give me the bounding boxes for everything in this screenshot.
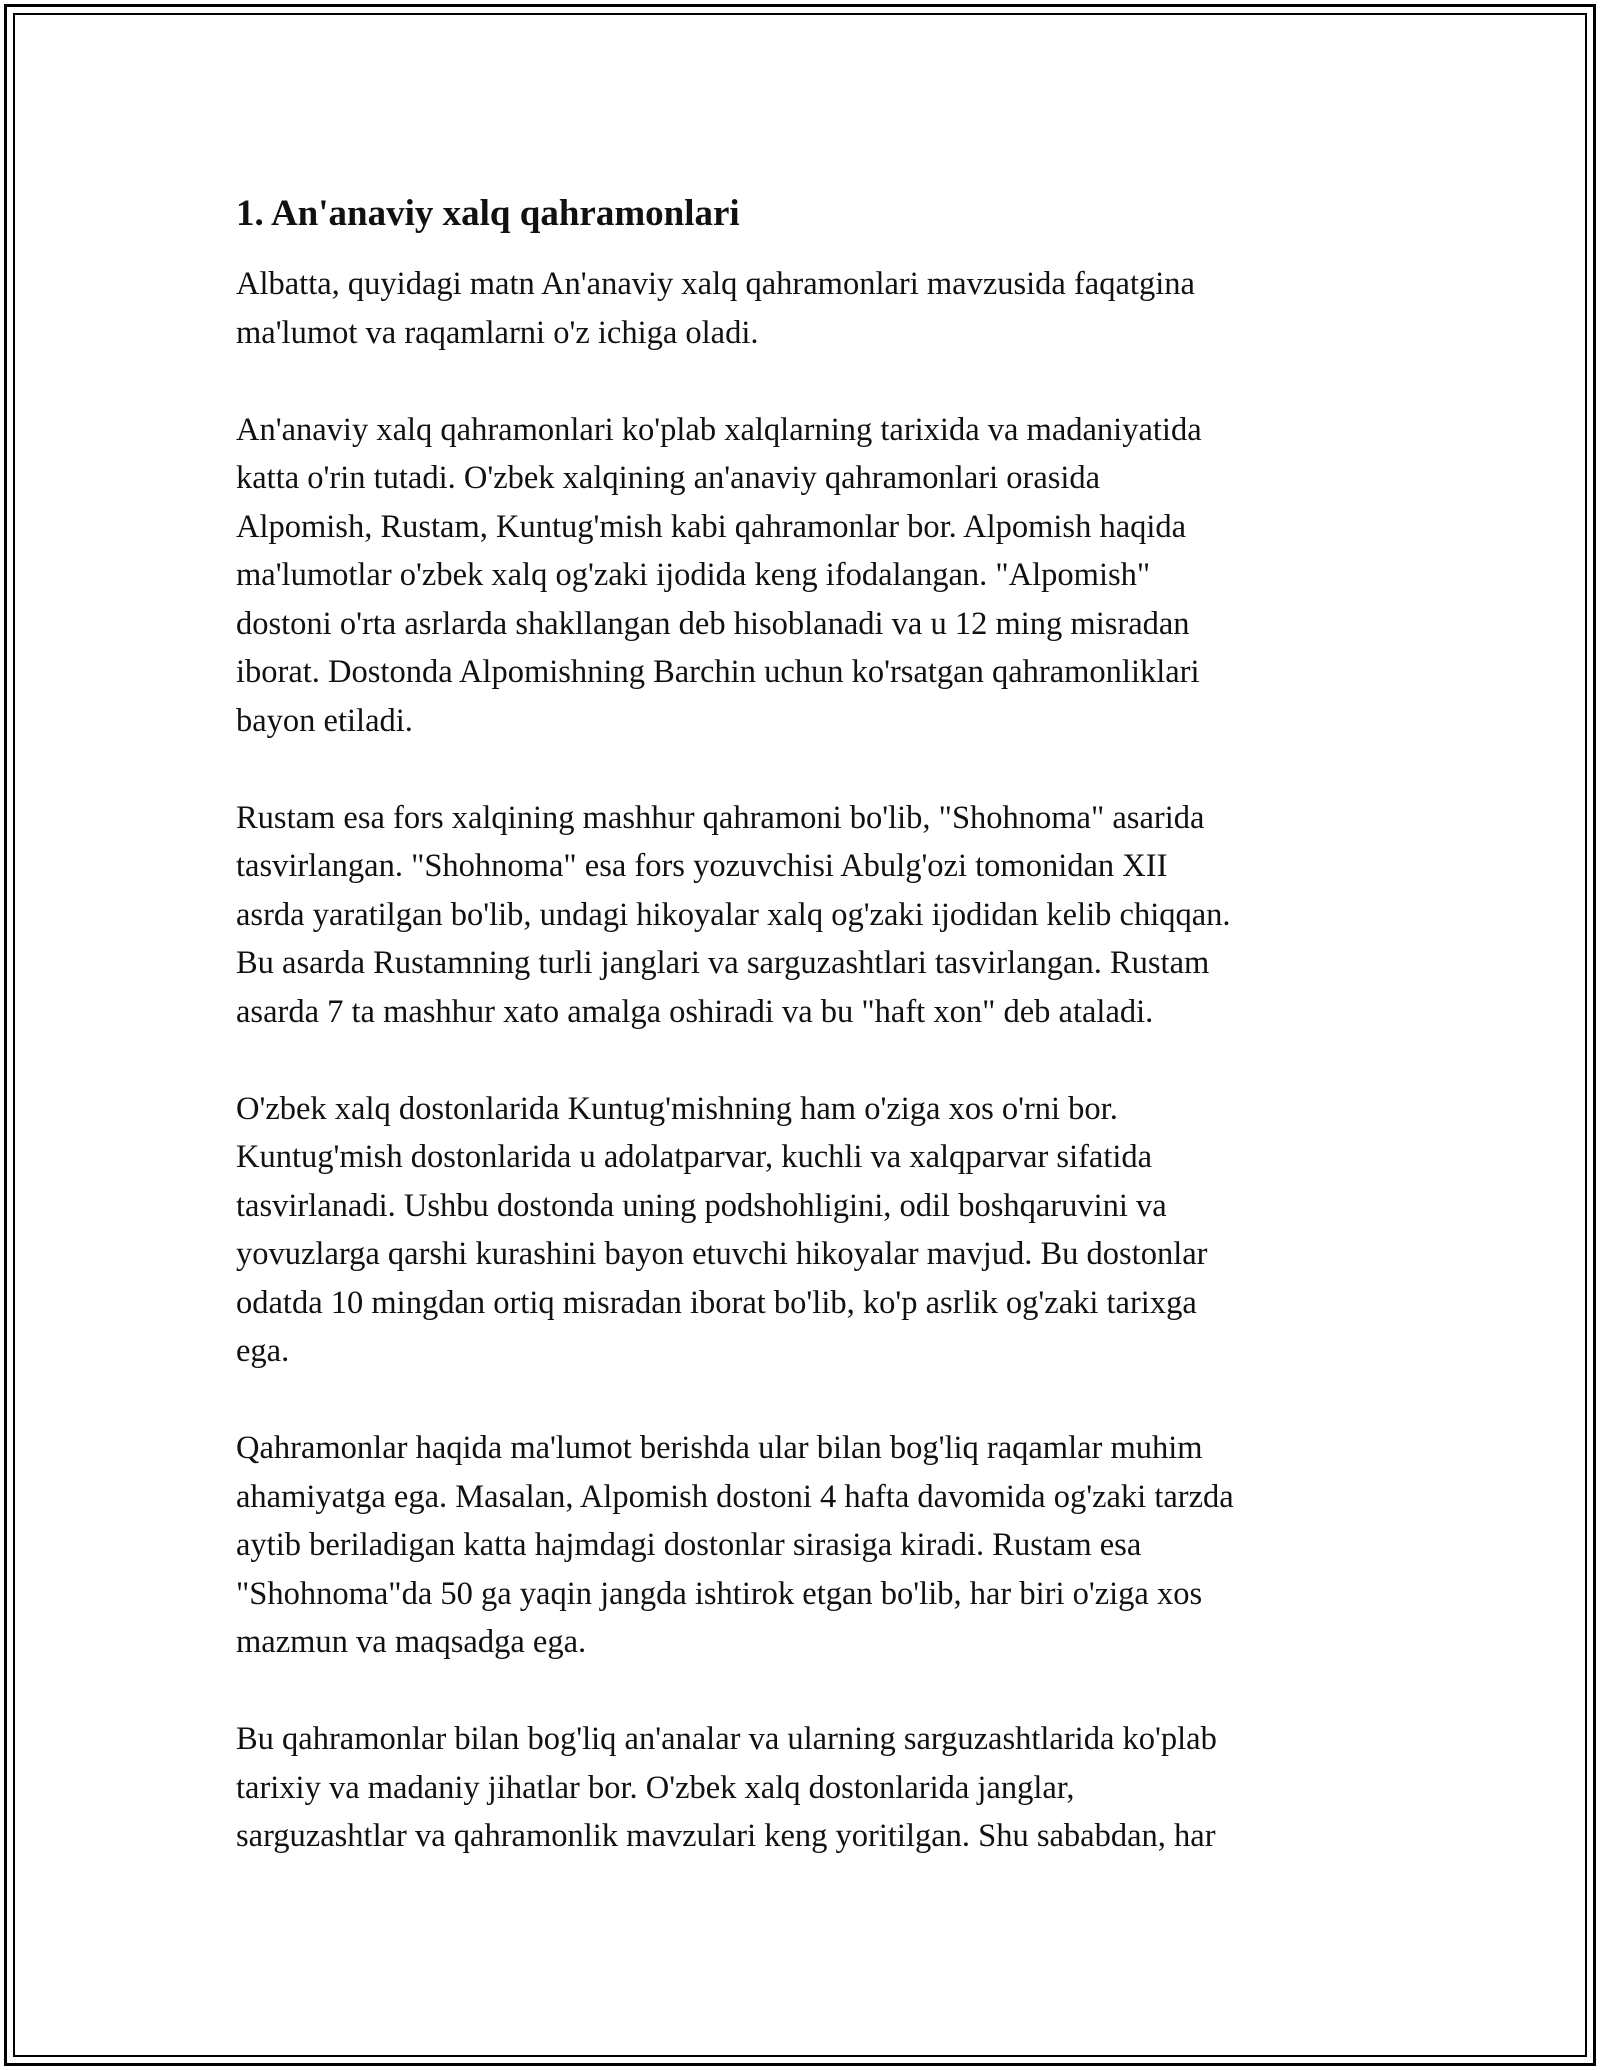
text-line: asarda 7 ta mashhur xato amalga oshiradi va bu "haft xon" deb ataladi. bbox=[236, 993, 1154, 1030]
text-line: Kuntug'mish dostonlarida u adolatparvar, kuchli va xalqparvar sifatida bbox=[236, 1139, 1153, 1175]
text-line: Albatta, quyidagi matn An'anaviy xalq qahramonlari mavzusida faqatgina bbox=[236, 266, 1195, 302]
text-line: sarguzashtlar va qahramonlik mavzulari keng yoritilgan. Shu sababdan, har bbox=[236, 1818, 1216, 1854]
text-line: ma'lumotlar o'zbek xalq og'zaki ijodida keng ifodalangan. "Alpomish" bbox=[236, 557, 1151, 593]
text-line: Qahramonlar haqida ma'lumot berishda ular bilan bog'liq raqamlar muhim bbox=[236, 1430, 1203, 1466]
text-line: aytib beriladigan katta hajmdagi dostonlar sirasiga kiradi. Rustam esa bbox=[236, 1527, 1142, 1563]
paragraph bbox=[236, 794, 1366, 1037]
text-line: Rustam esa fors xalqining mashhur qahramoni bo'lib, "Shohnoma" asarida bbox=[236, 799, 1205, 836]
text-line: katta o'rin tutadi. O'zbek xalqining an'anaviy qahramonlari orasida bbox=[236, 460, 1101, 496]
paragraph bbox=[236, 406, 1366, 746]
paragraph bbox=[236, 1085, 1366, 1376]
text-line: ma'lumot va raqamlarni o'z ichiga oladi. bbox=[236, 314, 759, 351]
text-line: yovuzlarga qarshi kurashini bayon etuvchi hikoyalar mavjud. Bu dostonlar bbox=[236, 1236, 1208, 1272]
text-line: mazmun va maqsadga ega. bbox=[236, 1624, 587, 1660]
text-line: iborat. Dostonda Alpomishning Barchin uchun ko'rsatgan qahramonliklari bbox=[236, 654, 1200, 690]
text-line: tasvirlanadi. Ushbu dostonda uning podshohligini, odil boshqaruvini va bbox=[236, 1187, 1167, 1224]
paragraph bbox=[236, 1424, 1366, 1667]
text-line: asrda yaratilgan bo'lib, undagi hikoyalar xalq og'zaki ijodidan kelib chiqqan. bbox=[236, 896, 1231, 933]
text-line: odatda 10 mingdan ortiq misradan iborat bo'lib, ko'p asrlik og'zaki tarixga bbox=[236, 1284, 1197, 1321]
document-page bbox=[236, 190, 1366, 1909]
text-line: bayon etiladi. bbox=[236, 702, 413, 739]
text-line: tasvirlangan. "Shohnoma" esa fors yozuvchisi Abulg'ozi tomonidan XII bbox=[236, 848, 1168, 884]
document-body bbox=[236, 260, 1366, 1861]
text-line: tarixiy va madaniy jihatlar bor. O'zbek xalq dostonlarida janglar, bbox=[236, 1769, 1075, 1806]
text-line: "Shohnoma"da 50 ga yaqin jangda ishtirok etgan bo'lib, har biri o'ziga xos bbox=[236, 1575, 1203, 1612]
text-line: dostoni o'rta asrlarda shakllangan deb hisoblanadi va u 12 ming misradan bbox=[236, 605, 1190, 642]
text-line: An'anaviy xalq qahramonlari ko'plab xalqlarning tarixida va madaniyatida bbox=[236, 411, 1202, 448]
text-line: ahamiyatga ega. Masalan, Alpomish dostoni 4 hafta davomida og'zaki tarzda bbox=[236, 1478, 1234, 1515]
text-line: Bu asarda Rustamning turli janglari va sarguzashtlari tasvirlangan. Rustam bbox=[236, 945, 1210, 981]
section-heading: 1. An'anaviy xalq qahramonlari bbox=[236, 193, 740, 234]
text-line: O'zbek xalq dostonlarida Kuntug'mishning ham o'ziga xos o'rni bor. bbox=[236, 1090, 1118, 1127]
paragraph bbox=[236, 260, 1366, 357]
text-line: Alpomish, Rustam, Kuntug'mish kabi qahramonlar bor. Alpomish haqida bbox=[236, 508, 1187, 545]
paragraph bbox=[236, 1715, 1366, 1861]
text-line: Bu qahramonlar bilan bog'liq an'analar va ularning sarguzashtlarida ko'plab bbox=[236, 1721, 1217, 1757]
text-line: ega. bbox=[236, 1333, 290, 1369]
